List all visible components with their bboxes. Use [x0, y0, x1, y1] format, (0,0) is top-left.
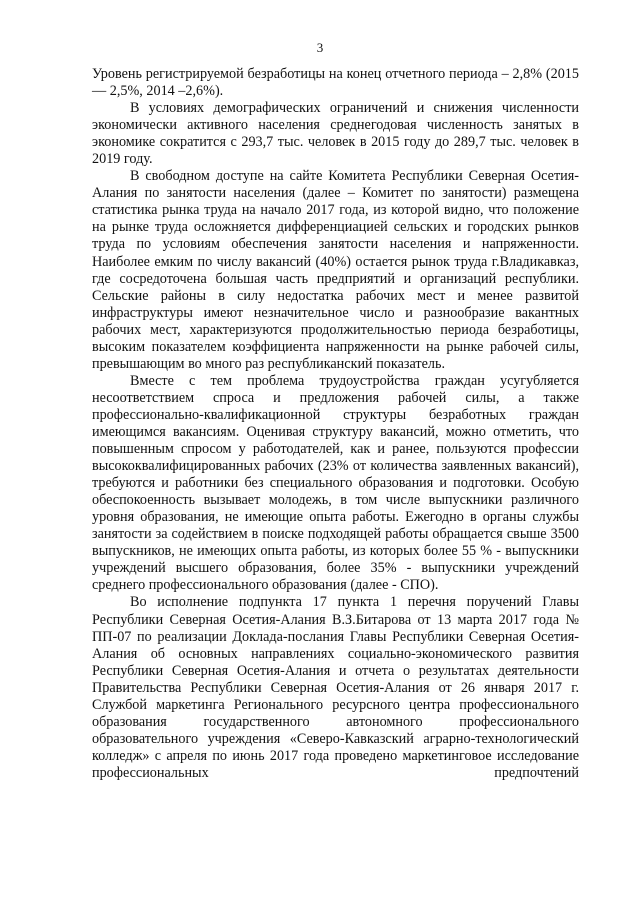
page-number: 3: [316, 40, 324, 55]
document-body: [92, 66, 579, 782]
paragraph-marketing-research: Во исполнение подпункта 17 пункта 1 перечня поручений Главы Республики Северная Осетия-Алания В.З.Битарова от 13 марта 2017 года № ПП-07 по реализации Доклада-послания Главы Республики Северная Осетия-Алания об основных направлениях социально-экономического развития Республики Северная Осетия-Алания и отчета о результатах деятельности Правительства Республики Северная Осетия-Алания от 26 января 2017 г. Службой маркетинга Регионального ресурсного центра профессионального образования государственного автономного профессионального образовательного учреждения «Северо-Кавказский аграрно-технологический колледж» с апреля по июнь 2017 года проведено маркетинговое исследование профессиональных предпочтений: [92, 594, 579, 781]
paragraph-unemployment-level: Уровень регистрируемой безработицы на конец отчетного периода – 2,8% (2015 — 2,5%, 2014 –2,6%).: [92, 66, 579, 100]
paragraph-employment-problem: Вместе с тем проблема трудоустройства граждан усугубляется несоответствием спроса и предложения рабочей силы, а также профессионально-квалификационной структуры безработных граждан имеющимся вакансиям. Оценивая структуру вакансий, можно отметить, что повышенным спросом у работодателей, как и ранее, пользуются профессии высококвалифицированных рабочих (23% от количества заявленных вакансий), требуются и работники без специального образования и подготовки. Особую обеспокоенность вызывает молодежь, в том числе выпускники различного уровня образования, не имеющие опыта работы. Ежегодно в органы службы занятости за содействием в поиске подходящей работы обращается свыше 3500 выпускников, не имеющих опыта работы, из которых более 55 % - выпускники учреждений высшего образования, более 35% - выпускники учреждений среднего профессионального образования (далее - СПО).: [92, 372, 579, 594]
paragraph-labor-market-statistics: В свободном доступе на сайте Комитета Республики Северная Осетия-Алания по занятости населения (далее – Комитет по занятости) размещена статистика рынка труда на начало 2017 года, из которой видно, что положение на рынке труда осложняется дифференциацией сельских и городских рынков труда по условиям обеспечения занятости населения и напряженности. Наиболее емким по числу вакансий (40%) остается рынок труда г.Владикавказ, где сосредоточена большая часть предприятий и организаций республики. Сельские районы в силу недостатка рабочих мест и менее развитой инфраструктуры имеют незначительное число и разнообразие вакантных рабочих мест, характеризуются продолжительностью периода безработицы, высоким показателем коэффициента напряженности на рынке рабочей силы, превышающим во много раз республиканский показатель.: [92, 168, 579, 372]
paragraph-employment-forecast: В условиях демографических ограничений и снижения численности экономически активного населения среднегодовая численность занятых в экономике сократится с 293,7 тыс. человек в 2015 году до 289,7 тыс. человек в 2019 году.: [92, 100, 579, 168]
